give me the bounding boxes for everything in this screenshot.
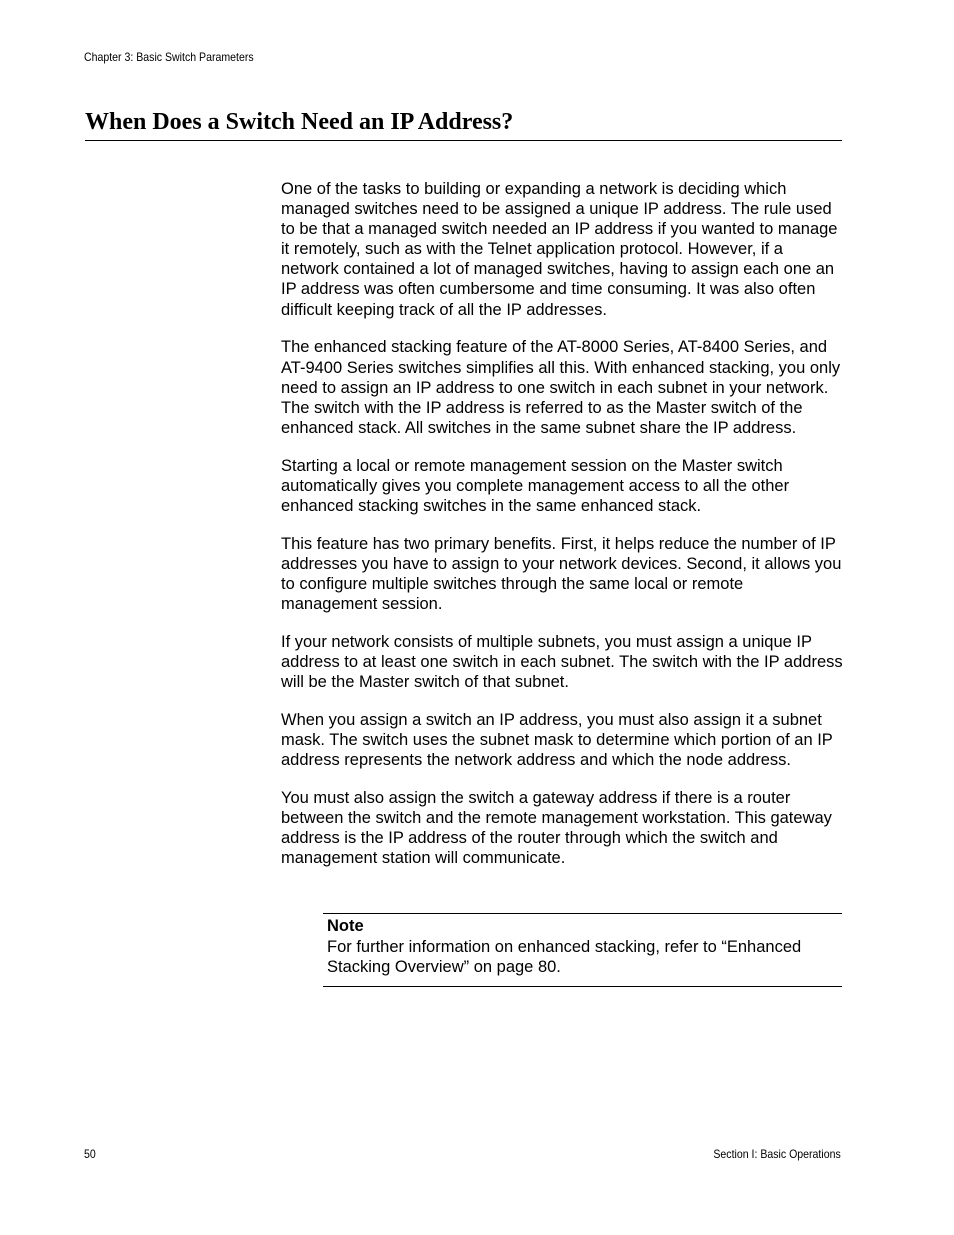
- paragraph-benefits: This feature has two primary benefits. First, it helps reduce the number of IP addresses you have to assign to your network devices. Second, it allows you to configure multiple switches through the same local or remote management session.: [281, 534, 842, 614]
- paragraph-subnet-mask: When you assign a switch an IP address, you must also assign it a subnet mask. The switch uses the subnet mask to determine which portion of an IP address represents the network address and which the node address.: [281, 711, 833, 770]
- paragraph-multiple-subnets: If your network consists of multiple subnets, you must assign a unique IP address to at least one switch in each subnet. The switch with the IP address will be the Master switch of that subnet.: [281, 632, 843, 692]
- paragraph-gateway-address: You must also assign the switch a gateway address if there is a router between the switch and the remote management workstation. This gateway address is the IP address of the router through which the switch and management station will communicate.: [281, 789, 832, 868]
- running-header: Chapter 3: Basic Switch Parameters: [84, 50, 254, 64]
- note-body: For further information on enhanced stacking, refer to “Enhanced Stacking Overview” on page 80.: [327, 938, 802, 977]
- section-title: When Does a Switch Need an IP Address?: [85, 109, 514, 135]
- paragraph-master-switch: Starting a local or remote management session on the Master switch automatically gives you complete management access to all the other enhanced stacking switches in the same enhanced stack.: [281, 456, 790, 515]
- footer-section: Section I: Basic Operations: [713, 1147, 841, 1161]
- note-box: [323, 913, 842, 987]
- body-text: [281, 179, 843, 886]
- title-rule: [85, 140, 842, 141]
- paragraph-enhanced-stacking: The enhanced stacking feature of the AT-8000 Series, AT-8400 Series, and AT-9400 Series switches simplifies all this. With enhanced stacking, you only need to assign an IP address to one switch in each subnet in your network. The switch with the IP address is referred to as the Master switch of the enhanced stack. All switches in the same subnet share the IP address.: [281, 338, 841, 437]
- note-title: Note: [327, 917, 364, 935]
- paragraph-ip-assignment: One of the tasks to building or expanding a network is deciding which managed switches need to be assigned a unique IP address. The rule used to be that a managed switch needed an IP address if you wanted to manage it remotely, such as with the Telnet application protocol. However, if a network contained a lot of managed switches, having to assign each one an IP address was often cumbersome and time consuming. It was also often difficult keeping track of all the IP addresses.: [281, 180, 838, 319]
- page-number: 50: [84, 1147, 96, 1161]
